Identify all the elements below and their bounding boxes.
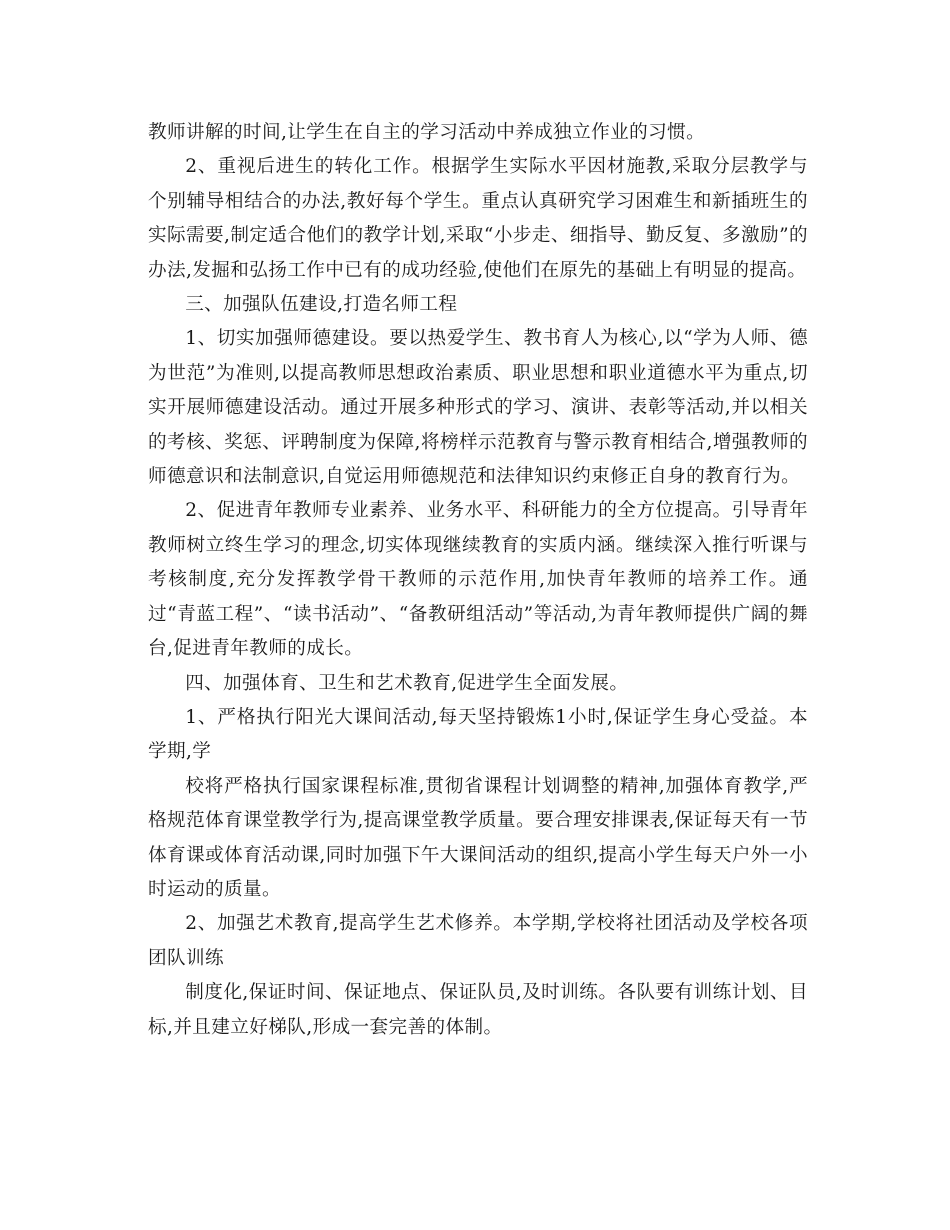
paragraph-training-system: 制度化,保证时间、保证地点、保证队员,及时训练。各队要有训练计划、目标,并且建立好梯队,形成一套完善的体制。 bbox=[148, 982, 808, 1038]
section-heading-sports-health-arts: 四、加强体育、卫生和艺术教育,促进学生全面发展。 bbox=[185, 672, 629, 694]
paragraph-sunshine-activities: 1、严格执行阳光大课间活动,每天坚持锻炼1小时,保证学生身心受益。本学期,学 bbox=[148, 706, 808, 763]
paragraph-underachiever-transformation: 2、重视后进生的转化工作。根据学生实际水平因材施教,采取分层教学与个别辅导相结合的办法,教好每个学生。重点认真研究学习困难生和新插班生的实际需要,制定适合他们的教学计划,采取“小步走、细指导、勤反复、多激励”的办法,发掘和弘扬工作中已有的成功经验,使他们在原先的基础上有明显的提高。 bbox=[148, 156, 808, 281]
paragraph-teacher-ethics: 1、切实加强师德建设。要以热爱学生、教书育人为核心,以“学为人师、德为世范”为准则,以提高教师思想政治素质、职业思想和职业道德水平为重点,切实开展师德建设活动。通过开展多种形式的学习、演讲、表彰等活动,并以相关的考核、奖惩、评聘制度为保障,将榜样示范教育与警示教育相结合,增强教师的师德意识和法制意识,自觉运用师德规范和法律知识约束修正自身的教育行为。 bbox=[148, 328, 808, 488]
paragraph-pe-standards: 校将严格执行国家课程标准,贯彻省课程计划调整的精神,加强体育教学,严格规范体育课堂教学行为,提高课堂教学质量。要合理安排课表,保证每天有一节体育课或体育活动课,同时加强下午大课间活动的组织,提高小学生每天户外一小时运动的质量。 bbox=[148, 775, 808, 900]
paragraph-young-teachers: 2、促进青年教师专业素养、业务水平、科研能力的全方位提高。引导青年教师树立终生学习的理念,切实体现继续教育的实质内涵。继续深入推行听课与考核制度,充分发挥教学骨干教师的示范作用,加快青年教师的培养工作。通过“青蓝工程”、“读书活动”、“备教研组活动”等活动,为青年教师提供广阔的舞台,促进青年教师的成长。 bbox=[148, 500, 808, 660]
section-heading-team-building: 三、加强队伍建设,打造名师工程 bbox=[185, 294, 458, 316]
document-body bbox=[148, 116, 808, 1045]
paragraph-arts-education: 2、加强艺术教育,提高学生艺术修养。本学期,学校将社团活动及学校各项团队训练 bbox=[148, 913, 808, 969]
paragraph-continuation: 教师讲解的时间,让学生在自主的学习活动中养成独立作业的习惯。 bbox=[148, 122, 706, 143]
